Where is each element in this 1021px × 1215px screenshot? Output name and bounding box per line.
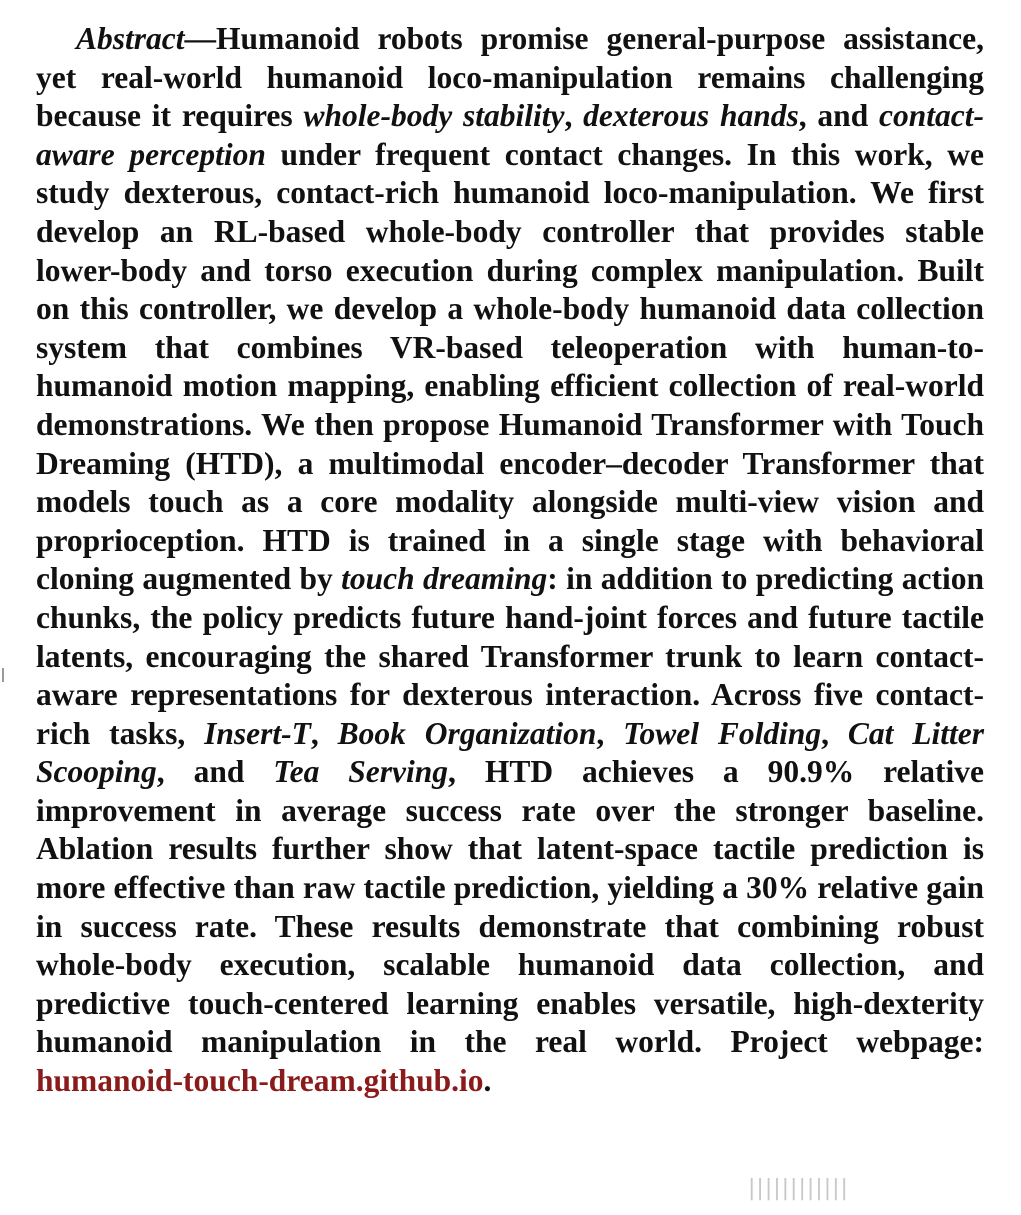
abstract-paragraph [36, 20, 984, 1101]
task-separator: , [596, 715, 624, 751]
task-towel-folding: Towel Folding [623, 715, 822, 751]
abstract-text-3: , and [798, 98, 880, 134]
abstract-end: . [483, 1063, 492, 1099]
watermark: |||||||||||| [748, 1176, 849, 1201]
task-separator: , [821, 715, 848, 751]
task-cat-litter-scooping: Cat Litter Scooping [36, 715, 984, 790]
emphasis-dexterous-hands: dexterous hands [583, 98, 799, 134]
abstract-text-4: under frequent contact changes. In this work, we study dexterous, contact-rich humanoid loco-manipulation. We first develop an RL-based whole-body controller that provides stable lower-body and torso execution during complex manipulation. Built on this controller, we develop a whole-body humanoid data collection system that combines VR-based teleoperation with human-to-humanoid motion mapping, enabling efficient collection of real-world demonstrations. We then propose Humanoid Transformer with Touch Dreaming (HTD), a multimodal encoder–decoder Transformer that models touch as a core modality alongside multi-view vision and proprioception. HTD is trained in a single stage with behavioral cloning augmented by [36, 136, 984, 597]
emphasis-touch-dreaming: touch dreaming [341, 561, 548, 597]
emphasis-contact-aware-perception: contact-aware perception [36, 98, 984, 172]
margin-tick-mark [2, 668, 4, 682]
abstract-label: Abstract [76, 21, 185, 56]
abstract-text-1: Humanoid robots promise general-purpose assistance, yet real-world humanoid loco-manipulation remains challenging because it requires [36, 21, 984, 134]
task-separator: , and [156, 754, 274, 790]
abstract-text-2: , [564, 98, 584, 134]
task-insert-t: Insert-T [204, 715, 311, 751]
project-webpage-link[interactable]: humanoid-touch-dream.github.io [36, 1063, 484, 1099]
task-tea-serving: Tea Serving [273, 754, 449, 790]
emphasis-whole-body-stability: whole-body stability [303, 98, 565, 134]
abstract-text-6: , HTD achieves a 90.9% relative improvement in average success rate over the stronger baseline. Ablation results further show that latent-space tactile prediction is more effective than raw tactile prediction, yielding a 30% relative gain in success rate. These results demonstrate that combining robust whole-body execution, scalable humanoid data collection, and predictive touch-centered learning enables versatile, high-dexterity humanoid manipulation in the real world. Project webpage: [36, 754, 984, 1060]
task-book-organization: Book Organization [337, 715, 597, 751]
abstract-dash: — [184, 21, 217, 56]
task-separator: , [310, 715, 338, 751]
abstract-text-5: : in addition to predicting action chunks, the policy predicts future hand-joint forces and future tactile latents, encouraging the shared Transformer trunk to learn contact-aware representations for dexterous interaction. Across five contact-rich tasks, [36, 561, 984, 751]
